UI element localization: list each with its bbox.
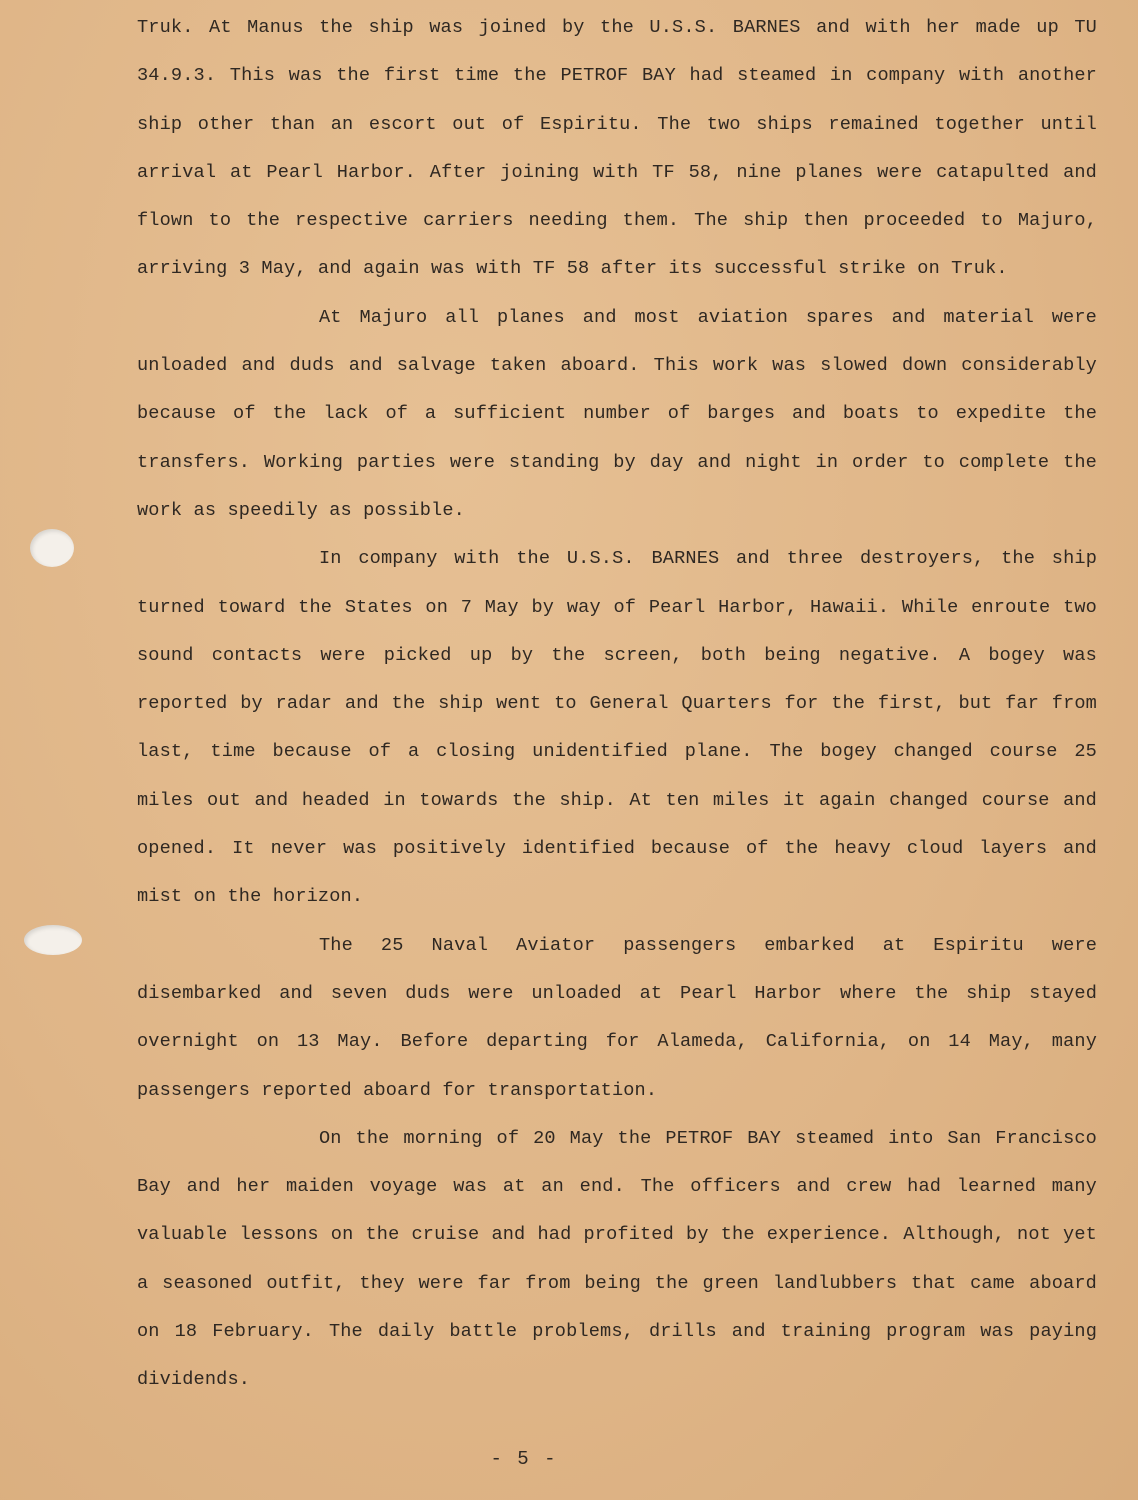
punch-hole: [24, 925, 82, 955]
paragraph: On the morning of 20 May the PETROF BAY steamed into San Francisco Bay and her maiden voyage was at an end. The officers and crew had learned many valuable lessons on the cruise and had profited by the experience. Although, not yet a seasoned outfit, they were far from being the green landlubbers that came aboard on 18 February. The daily battle problems, drills and training program was paying dividends.: [137, 1127, 1097, 1391]
page-number: - 5 -: [490, 1448, 558, 1470]
paragraph: The 25 Naval Aviator passengers embarked at Espiritu were disembarked and seven duds were unloaded at Pearl Harbor where the ship stayed overnight on 13 May. Before departing for Alameda, California, on 14 May, many passengers reported aboard for transportation.: [137, 934, 1097, 1101]
paragraph: In company with the U.S.S. BARNES and three destroyers, the ship turned toward the States on 7 May by way of Pearl Harbor, Hawaii. While enroute two sound contacts were picked up by the screen, both being negative. A bogey was reported by radar and the ship went to General Quarters for the first, but far from last, time because of a closing unidentified plane. The bogey changed course 25 miles out and headed in towards the ship. At ten miles it again changed course and opened. It never was positively identified because of the heavy cloud layers and mist on the horizon.: [137, 548, 1097, 908]
paragraph: Truk. At Manus the ship was joined by the U.S.S. BARNES and with her made up TU 34.9.3. This was the first time the PETROF BAY had steamed in company with another ship other than an escort out of Espiritu. The two ships remained together until arrival at Pearl Harbor. After joining with TF 58, nine planes were catapulted and flown to the respective carriers needing them. The ship then proceeded to Majuro, arriving 3 May, and again was with TF 58 after its successful strike on Truk.: [137, 17, 1097, 280]
body-text: [137, 4, 1097, 1405]
paragraph: At Majuro all planes and most aviation spares and material were unloaded and duds and salvage taken aboard. This work was slowed down considerably because of the lack of a sufficient number of barges and boats to expedite the transfers. Working parties were standing by day and night in order to complete the work as speedily as possible.: [137, 306, 1097, 521]
punch-hole: [30, 529, 74, 567]
